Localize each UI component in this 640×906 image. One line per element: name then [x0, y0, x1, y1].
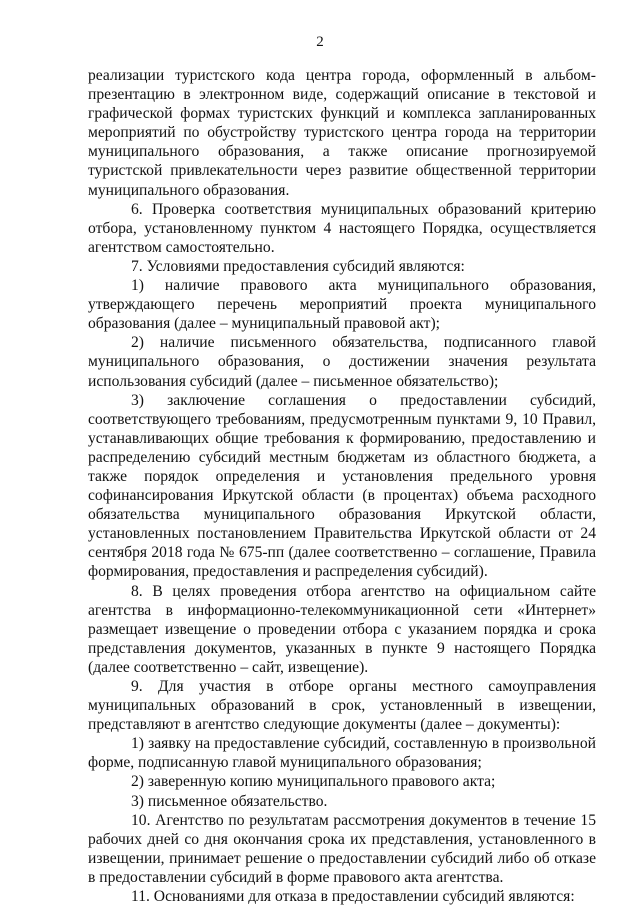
- paragraph-continuation: реализации туристского кода центра города, оформленный в альбом-презентацию в электронном виде, содержащий описание в текстовой и графической формах туристских функций и комплекса запланированных мероприятий по обустройству туристского центра города на территории муниципального образования, а также описание прогнозируемой туристской привлекательности через развитие общественной территории муниципального образования.: [88, 67, 596, 199]
- document-body: [88, 66, 596, 906]
- paragraph-item-7: 7. Условиями предоставления субсидий являются:: [131, 257, 465, 275]
- paragraph-item-7-2: 2) наличие письменного обязательства, подписанного главой муниципального образования, о достижении значения результата использования субсидий (далее – письменное обязательство);: [88, 334, 596, 390]
- paragraph-item-9-2: 2) заверенную копию муниципального правового акта;: [131, 773, 496, 791]
- paragraph-item-7-3: 3) заключение соглашения о предоставлении субсидий, соответствующего требованиям, предусмотренным пунктами 9, 10 Правил, устанавливающих общие требования к формированию, предоставлению и распределению субсидий местным бюджетам из областного бюджета, а также порядок определения и установления предельного уровня софинансирования Иркутской области (в процентах) объема расходного обязательства муниципального образования Иркутской области, установленных постановлением Правительства Иркутской области от 24 сентября 2018 года № 675-пп (далее соответственно – соглашение, Правила формирования, предоставления и распределения субсидий).: [88, 391, 596, 581]
- paragraph-item-10: 10. Агентство по результатам рассмотрения документов в течение 15 рабочих дней со дня окончания срока их представления, установленного в извещении, принимает решение о предоставлении субсидий либо об отказе в предоставлении субсидий в форме правового акта агентства.: [88, 811, 596, 886]
- paragraph-item-9-3: 3) письменное обязательство.: [131, 792, 328, 810]
- paragraph-item-7-1: 1) наличие правового акта муниципального образования, утверждающего перечень мероприятий проекта муниципального образования (далее – муниципальный правовой акт);: [88, 277, 596, 333]
- paragraph-item-6: 6. Проверка соответствия муниципальных образований критерию отбора, установленному пунктом 4 настоящего Порядка, осуществляется агентством самостоятельно.: [88, 200, 596, 256]
- paragraph-item-11: 11. Основаниями для отказа в предоставлении субсидий являются:: [131, 888, 575, 906]
- page-number: 2: [316, 34, 324, 50]
- paragraph-item-9: 9. Для участия в отборе органы местного самоуправления муниципальных образований в срок, установленный в извещении, представляют в агентство следующие документы (далее – документы):: [88, 678, 596, 734]
- paragraph-item-9-1: 1) заявку на предоставление субсидий, составленную в произвольной форме, подписанную главой муниципального образования;: [88, 735, 596, 772]
- paragraph-item-8: 8. В целях проведения отбора агентство на официальном сайте агентства в информационно-телекоммуникационной сети «Интернет» размещает извещение о проведении отбора с указанием порядка и срока представления документов, указанных в пункте 9 настоящего Порядка (далее соответственно – сайт, извещение).: [88, 582, 596, 676]
